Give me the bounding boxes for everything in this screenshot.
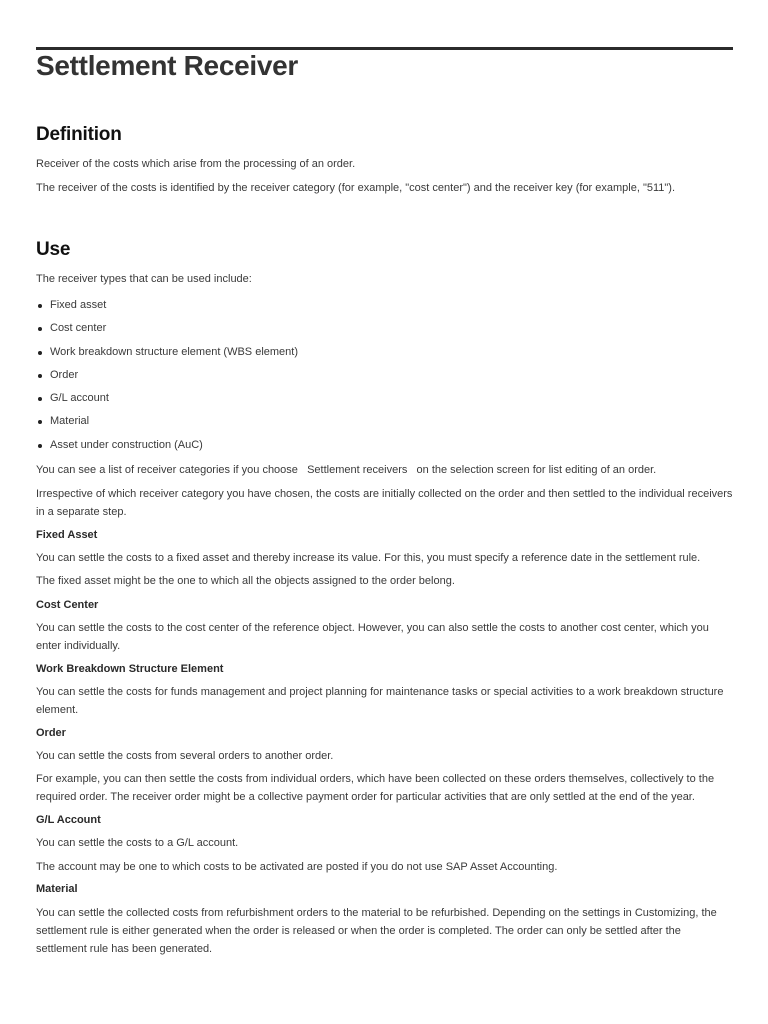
bullet-icon xyxy=(38,351,42,355)
bullet-icon xyxy=(38,304,42,308)
definition-paragraph-1: Receiver of the costs which arise from the processing of an order. xyxy=(36,158,356,170)
page-title: Settlement Receiver xyxy=(36,50,298,81)
material-heading: Material xyxy=(36,883,78,895)
use-intro: The receiver types that can be used include: xyxy=(36,273,252,285)
receiver-types-list xyxy=(36,296,298,459)
gl-account-paragraph-1: You can settle the costs to a G/L account. xyxy=(36,837,239,849)
list-item: Fixed asset xyxy=(36,296,298,319)
cost-center-paragraph: You can settle the costs to the cost center of the reference object. However, you can also settle the costs to another cost center, which you enter individually. xyxy=(36,622,709,652)
bullet-icon xyxy=(38,420,42,424)
menu-path-settlement-receivers: Settlement receivers xyxy=(307,464,408,476)
use-heading: Use xyxy=(36,239,71,260)
order-heading: Order xyxy=(36,727,66,739)
bullet-icon xyxy=(38,374,42,378)
wbs-heading: Work Breakdown Structure Element xyxy=(36,663,224,675)
cost-center-heading: Cost Center xyxy=(36,599,99,611)
gl-account-paragraph-2: The account may be one to which costs to be activated are posted if you do not use SAP Asset Accounting. xyxy=(36,861,558,873)
list-item: Asset under construction (AuC) xyxy=(36,436,298,459)
fixed-asset-paragraph-2: The fixed asset might be the one to which all the objects assigned to the order belong. xyxy=(36,575,455,587)
bullet-icon xyxy=(38,397,42,401)
list-item: G/L account xyxy=(36,389,298,412)
wbs-paragraph: You can settle the costs for funds management and project planning for maintenance tasks or special activities to a work breakdown structure element. xyxy=(36,686,724,716)
gl-account-heading: G/L Account xyxy=(36,814,101,826)
list-item: Work breakdown structure element (WBS element) xyxy=(36,343,298,366)
material-paragraph: You can settle the collected costs from refurbishment orders to the material to be refurbished. Depending on the settings in Customizing, the settlement rule is either generated when the order is released or when the order is completed. The order can only be settled after the settlement rule has been generated. xyxy=(36,907,717,955)
bullet-icon xyxy=(38,327,42,331)
irrespective-paragraph: Irrespective of which receiver category you have chosen, the costs are initially collected on the order and then settled to the individual receivers in a separate step. xyxy=(36,488,733,518)
fixed-asset-paragraph-1: You can settle the costs to a fixed asset and thereby increase its value. For this, you must specify a reference date in the settlement rule. xyxy=(36,552,701,564)
list-item: Material xyxy=(36,412,298,435)
receiver-list-note: You can see a list of receiver categories if you choose Settlement receivers on the selection screen for list editing of an order. xyxy=(36,464,657,476)
definition-paragraph-2: The receiver of the costs is identified by the receiver category (for example, "cost center") and the receiver key (for example, "511"). xyxy=(36,182,676,194)
bullet-icon xyxy=(38,444,42,448)
order-paragraph-1: You can settle the costs from several orders to another order. xyxy=(36,750,334,762)
list-item: Cost center xyxy=(36,319,298,342)
list-item: Order xyxy=(36,366,298,389)
order-paragraph-2: For example, you can then settle the costs from individual orders, which have been collected on these orders themselves, collectively to the required order. The receiver order might be a collective payment order for particular activities that are only settled at the end of the year. xyxy=(36,773,715,803)
definition-heading: Definition xyxy=(36,124,122,145)
fixed-asset-heading: Fixed Asset xyxy=(36,529,98,541)
